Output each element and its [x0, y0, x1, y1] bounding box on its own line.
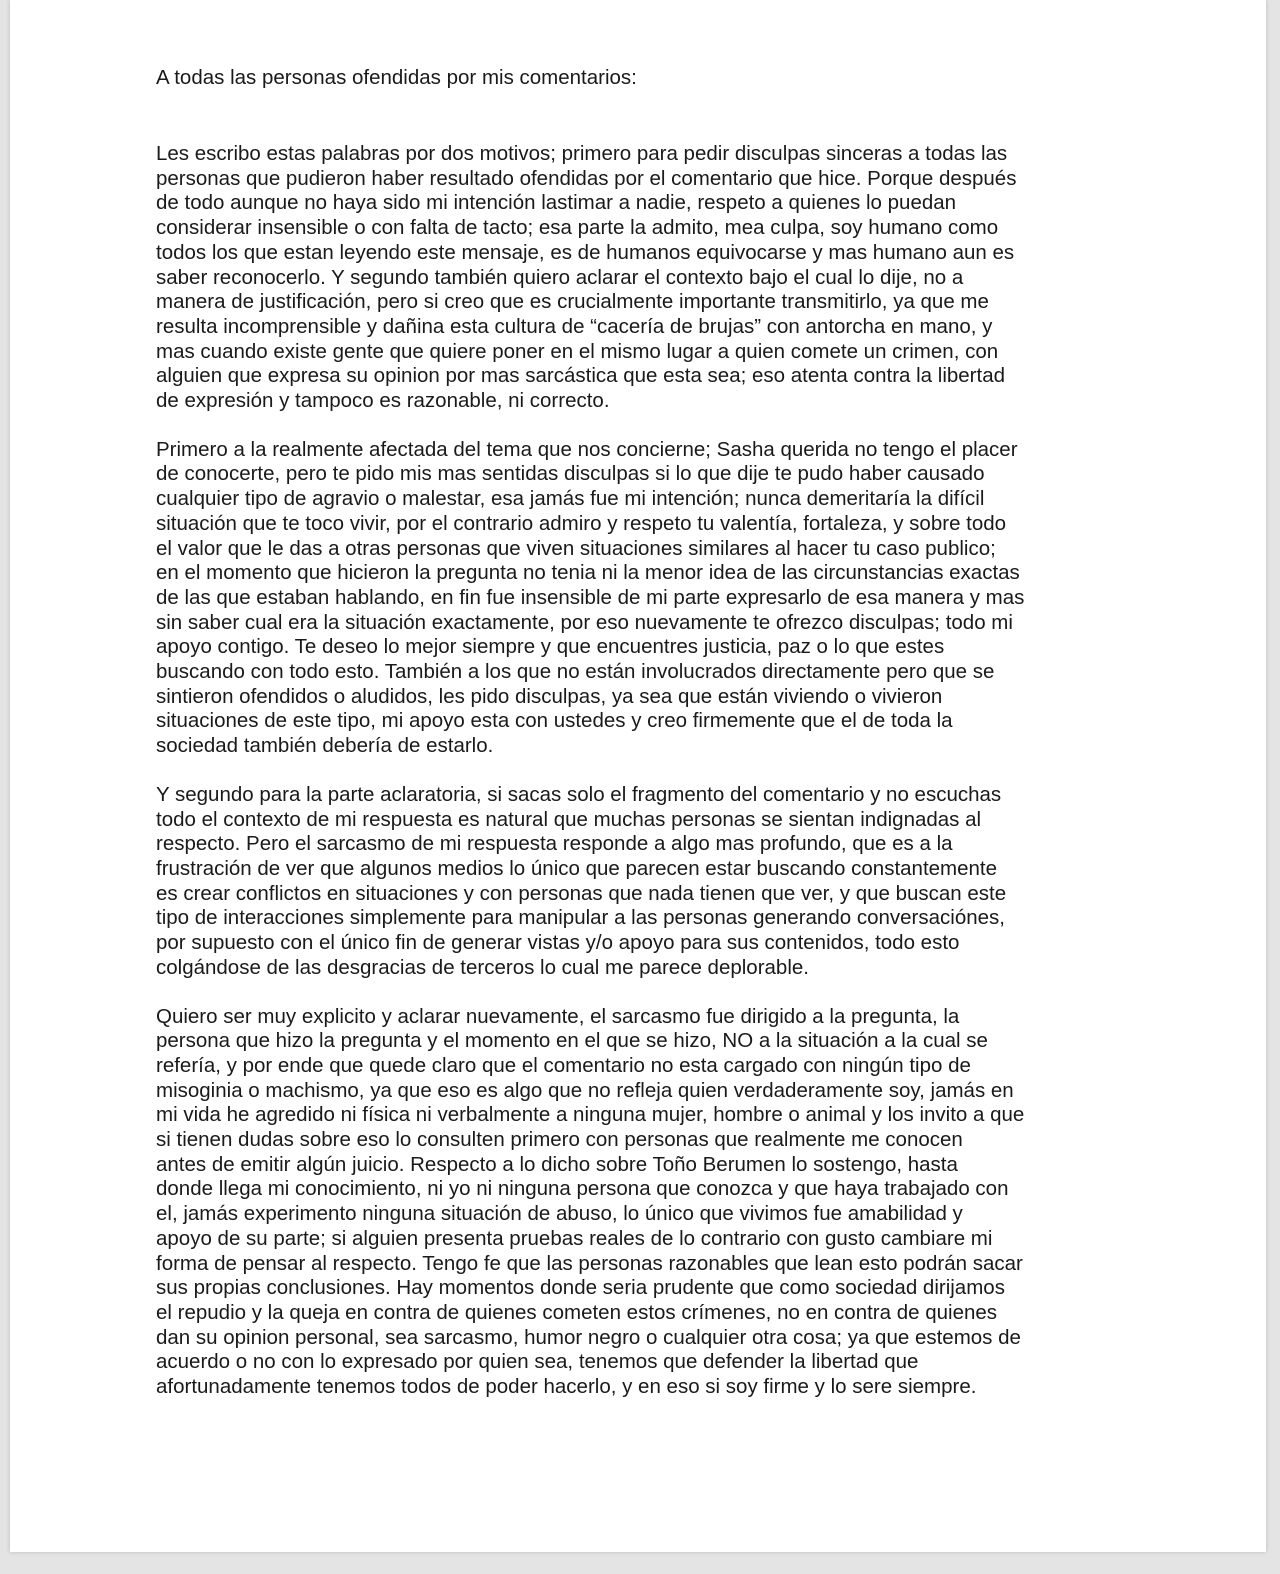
text-line: todo el contexto de mi respuesta es natural que muchas personas se sientan indignadas al [156, 807, 982, 831]
text-line: de expresión y tampoco es razonable, ni correcto. [156, 389, 610, 413]
text-line: sintieron ofendidos o aludidos, les pido disculpas, ya sea que están viviendo o vivieron [156, 684, 943, 708]
letter-paragraph-1 [156, 142, 1136, 414]
text-line: alguien que expresa su opinion por mas sarcástica que esta sea; eso atenta contra la libertad [156, 364, 1005, 388]
text-line: colgándose de las desgracias de terceros lo cual me parece deplorable. [156, 955, 809, 979]
letter-paragraphs [156, 142, 1136, 1400]
text-line: todos los que estan leyendo este mensaje, es de humanos equivocarse y mas humano aun es [156, 240, 1015, 264]
document-page [10, 0, 1266, 1552]
text-line: mas cuando existe gente que quiere poner en el mismo lugar a quien comete un crimen, con [156, 339, 999, 363]
letter-greeting: A todas las personas ofendidas por mis comentarios: [156, 66, 637, 89]
letter-paragraph-4 [156, 1005, 1136, 1400]
text-line: donde llega mi conocimiento, ni yo ni ninguna persona que conozca y que haya trabajado con [156, 1177, 1009, 1201]
text-line: Quiero ser muy explicito y aclarar nuevamente, el sarcasmo fue dirigido a la pregunta, la [156, 1004, 960, 1028]
text-line: antes de emitir algún juicio. Respecto a lo dicho sobre Toño Berumen lo sostengo, hasta [156, 1152, 958, 1176]
text-line: por supuesto con el único fin de generar vistas y/o apoyo para sus contenidos, todo esto [156, 931, 960, 955]
text-line: buscando con todo esto. También a los que no están involucrados directamente pero que se [156, 660, 995, 684]
text-line: de conocerte, pero te pido mis mas sentidas disculpas si lo que dije te pudo haber causado [156, 462, 985, 486]
text-line: el valor que le das a otras personas que viven situaciones similares al hacer tu caso publico; [156, 536, 996, 560]
letter-paragraph-2 [156, 438, 1136, 759]
letter-paragraph-3 [156, 783, 1136, 981]
text-line: de las que estaban hablando, en fin fue insensible de mi parte expresarlo de esa manera y mas [156, 585, 1025, 609]
text-line: frustración de ver que algunos medios lo único que parecen estar buscando constantemente [156, 856, 998, 880]
text-line: apoyo de su parte; si alguien presenta pruebas reales de lo contrario con gusto cambiare mi [156, 1226, 993, 1250]
text-line: Y segundo para la parte aclaratoria, si sacas solo el fragmento del comentario y no escuchas [156, 782, 1002, 806]
text-line: de todo aunque no haya sido mi intención lastimar a nadie, respeto a quienes lo puedan [156, 191, 957, 215]
text-line: personas que pudieron haber resultado ofendidas por el comentario que hice. Porque después [156, 166, 1017, 190]
text-line: Les escribo estas palabras por dos motivos; primero para pedir disculpas sinceras a todas las [156, 142, 1008, 165]
text-line: saber reconocerlo. Y segundo también quiero aclarar el contexto bajo el cual lo dije, no a [156, 265, 964, 289]
text-line: situaciones de este tipo, mi apoyo esta con ustedes y creo firmemente que el de toda la [156, 709, 953, 733]
text-line: acuerdo o no con lo expresado por quien sea, tenemos que defender la libertad que [156, 1350, 919, 1374]
text-line: forma de pensar al respecto. Tengo fe que las personas razonables que lean esto podrán sacar [156, 1251, 1023, 1275]
text-line: el, jamás experimento ninguna situación de abuso, lo único que vivimos fue amabilidad y [156, 1202, 963, 1226]
text-line: el repudio y la queja en contra de quienes cometen estos crímenes, no en contra de quienes [156, 1300, 998, 1324]
text-line: situación que te toco vivir, por el contrario admiro y respeto tu valentía, fortaleza, y sobre todo [156, 511, 1007, 535]
text-line: es crear conflictos en situaciones y con personas que nada tienen que ver, y que buscan este [156, 881, 1007, 905]
text-line: refería, y por ende que quede claro que el comentario no esta cargado con ningún tipo de [156, 1053, 971, 1077]
text-line: persona que hizo la pregunta y el momento en el que se hizo, NO a la situación a la cual se [156, 1029, 988, 1053]
text-line: tipo de interacciones simplemente para manipular a las personas generando conversaciónes, [156, 906, 1005, 930]
text-line: dan su opinion personal, sea sarcasmo, humor negro o cualquier otra cosa; ya que estemos de [156, 1325, 1021, 1349]
text-line: respecto. Pero el sarcasmo de mi respuesta responde a algo mas profundo, que es a la [156, 832, 953, 856]
text-line: sociedad también debería de estarlo. [156, 734, 494, 758]
text-line: misoginia o machismo, ya que eso es algo que no refleja quien verdaderamente soy, jamás en [156, 1078, 1014, 1102]
document-body [156, 64, 1136, 1424]
text-line: Primero a la realmente afectada del tema que nos concierne; Sasha querida no tengo el placer [156, 437, 1018, 461]
text-line: apoyo contigo. Te deseo lo mejor siempre y que encuentres justicia, paz o lo que estes [156, 635, 945, 659]
text-line: sus propias conclusiones. Hay momentos donde seria prudente que como sociedad dirijamos [156, 1276, 1005, 1300]
text-line: si tienen dudas sobre eso lo consulten primero con personas que realmente me conocen [156, 1128, 963, 1152]
text-line: cualquier tipo de agravio o malestar, esa jamás fue mi intención; nunca demeritaría la difícil [156, 487, 985, 511]
text-line: resulta incomprensible y dañina esta cultura de “cacería de brujas” con antorcha en mano, y [156, 314, 993, 338]
text-line: manera de justificación, pero si creo que es crucialmente importante transmitirlo, ya que me [156, 290, 989, 314]
text-line: mi vida he agredido ni física ni verbalmente a ninguna mujer, hombre o animal y los invito a que [156, 1103, 1025, 1127]
text-line: sin saber cual era la situación exactamente, por eso nuevamente te ofrezco disculpas; todo mi [156, 610, 1013, 634]
text-line: en el momento que hicieron la pregunta no tenia ni la menor idea de las circunstancias exactas [156, 561, 1020, 585]
text-line: afortunadamente tenemos todos de poder hacerlo, y en eso si soy firme y lo sere siempre. [156, 1375, 977, 1399]
text-line: considerar insensible o con falta de tacto; esa parte la admito, mea culpa, soy humano como [156, 216, 999, 240]
